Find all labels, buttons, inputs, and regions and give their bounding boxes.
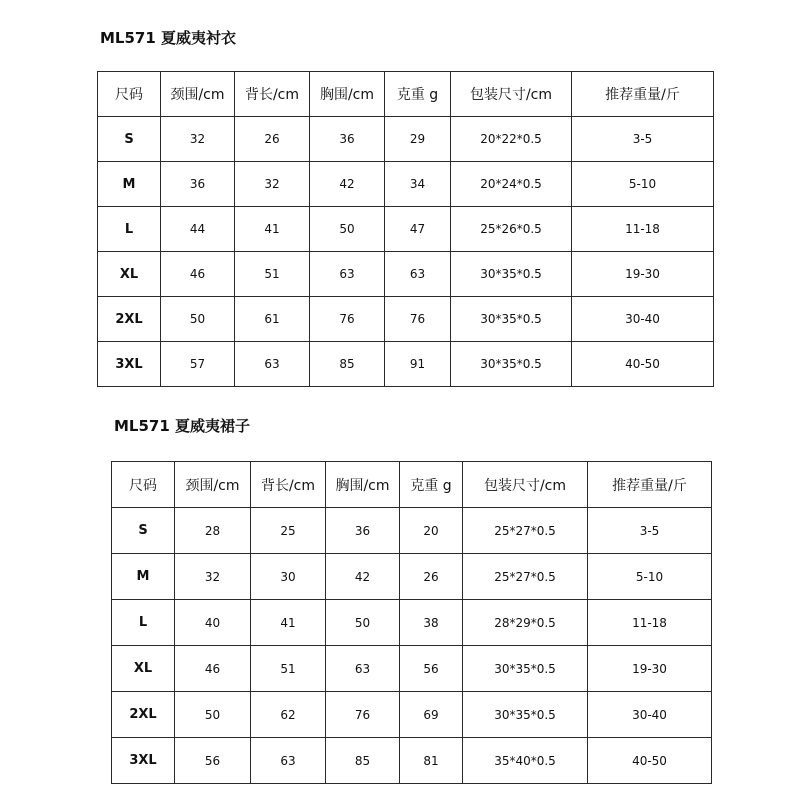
- cell-package-size: 28*29*0.5: [463, 600, 588, 646]
- table-row: [112, 646, 712, 692]
- cell-size: L: [112, 600, 175, 646]
- cell-neck: 28: [175, 508, 251, 554]
- cell-package-size: 20*24*0.5: [451, 162, 572, 207]
- cell-back-length: 41: [235, 207, 310, 252]
- cell-weight: 26: [400, 554, 463, 600]
- cell-size: 3XL: [112, 738, 175, 784]
- cell-chest: 85: [310, 342, 385, 387]
- cell-back-length: 63: [251, 738, 326, 784]
- cell-size: L: [98, 207, 161, 252]
- cell-size: XL: [112, 646, 175, 692]
- header-package-size: 包装尺寸/cm: [463, 462, 588, 508]
- cell-weight: 81: [400, 738, 463, 784]
- cell-weight: 29: [385, 117, 451, 162]
- table-row: [112, 508, 712, 554]
- cell-chest: 36: [310, 117, 385, 162]
- cell-back-length: 62: [251, 692, 326, 738]
- cell-weight: 20: [400, 508, 463, 554]
- cell-back-length: 61: [235, 297, 310, 342]
- cell-chest: 63: [310, 252, 385, 297]
- cell-neck: 36: [161, 162, 235, 207]
- header-back-length: 背长/cm: [251, 462, 326, 508]
- cell-neck: 56: [175, 738, 251, 784]
- shirt-table-title: ML571 夏威夷衬衣: [100, 29, 237, 47]
- cell-chest: 50: [326, 600, 400, 646]
- header-neck: 颈围/cm: [161, 72, 235, 117]
- cell-weight: 63: [385, 252, 451, 297]
- cell-recommended-weight: 3-5: [572, 117, 714, 162]
- cell-weight: 91: [385, 342, 451, 387]
- cell-recommended-weight: 5-10: [572, 162, 714, 207]
- table-row: [98, 297, 714, 342]
- cell-back-length: 41: [251, 600, 326, 646]
- cell-recommended-weight: 19-30: [588, 646, 712, 692]
- dress-size-table: [111, 461, 712, 784]
- cell-package-size: 25*26*0.5: [451, 207, 572, 252]
- cell-size: 2XL: [98, 297, 161, 342]
- cell-chest: 63: [326, 646, 400, 692]
- cell-weight: 76: [385, 297, 451, 342]
- table-row: [98, 342, 714, 387]
- dress-table-title: ML571 夏威夷裙子: [114, 417, 251, 435]
- cell-neck: 32: [161, 117, 235, 162]
- header-chest: 胸围/cm: [326, 462, 400, 508]
- cell-neck: 50: [175, 692, 251, 738]
- header-back-length: 背长/cm: [235, 72, 310, 117]
- header-weight: 克重 g: [400, 462, 463, 508]
- table-row: [98, 252, 714, 297]
- cell-package-size: 30*35*0.5: [463, 692, 588, 738]
- table-row: [112, 738, 712, 784]
- table-row: [112, 692, 712, 738]
- cell-back-length: 26: [235, 117, 310, 162]
- cell-neck: 32: [175, 554, 251, 600]
- cell-back-length: 32: [235, 162, 310, 207]
- cell-recommended-weight: 30-40: [588, 692, 712, 738]
- cell-size: 3XL: [98, 342, 161, 387]
- table-header-row: [98, 72, 714, 117]
- table-row: [98, 162, 714, 207]
- cell-size: S: [98, 117, 161, 162]
- cell-recommended-weight: 5-10: [588, 554, 712, 600]
- cell-chest: 36: [326, 508, 400, 554]
- cell-package-size: 25*27*0.5: [463, 554, 588, 600]
- table-header-row: [112, 462, 712, 508]
- cell-chest: 50: [310, 207, 385, 252]
- cell-back-length: 51: [251, 646, 326, 692]
- cell-recommended-weight: 30-40: [572, 297, 714, 342]
- cell-recommended-weight: 3-5: [588, 508, 712, 554]
- table-row: [112, 554, 712, 600]
- table-row: [112, 600, 712, 646]
- cell-weight: 34: [385, 162, 451, 207]
- cell-chest: 42: [326, 554, 400, 600]
- header-recommended-weight: 推荐重量/斤: [588, 462, 712, 508]
- cell-package-size: 30*35*0.5: [451, 297, 572, 342]
- cell-back-length: 25: [251, 508, 326, 554]
- cell-chest: 76: [310, 297, 385, 342]
- cell-recommended-weight: 19-30: [572, 252, 714, 297]
- header-weight: 克重 g: [385, 72, 451, 117]
- cell-back-length: 51: [235, 252, 310, 297]
- cell-package-size: 35*40*0.5: [463, 738, 588, 784]
- cell-size: M: [112, 554, 175, 600]
- cell-size: 2XL: [112, 692, 175, 738]
- cell-neck: 50: [161, 297, 235, 342]
- header-size: 尺码: [112, 462, 175, 508]
- header-neck: 颈围/cm: [175, 462, 251, 508]
- cell-neck: 40: [175, 600, 251, 646]
- header-size: 尺码: [98, 72, 161, 117]
- cell-package-size: 25*27*0.5: [463, 508, 588, 554]
- table-row: [98, 207, 714, 252]
- shirt-size-table: [97, 71, 714, 387]
- header-chest: 胸围/cm: [310, 72, 385, 117]
- cell-recommended-weight: 11-18: [572, 207, 714, 252]
- cell-package-size: 30*35*0.5: [463, 646, 588, 692]
- cell-recommended-weight: 11-18: [588, 600, 712, 646]
- table-row: [98, 117, 714, 162]
- cell-package-size: 30*35*0.5: [451, 252, 572, 297]
- cell-chest: 85: [326, 738, 400, 784]
- cell-package-size: 20*22*0.5: [451, 117, 572, 162]
- cell-recommended-weight: 40-50: [588, 738, 712, 784]
- cell-back-length: 63: [235, 342, 310, 387]
- header-package-size: 包装尺寸/cm: [451, 72, 572, 117]
- cell-recommended-weight: 40-50: [572, 342, 714, 387]
- cell-size: S: [112, 508, 175, 554]
- header-recommended-weight: 推荐重量/斤: [572, 72, 714, 117]
- cell-neck: 46: [175, 646, 251, 692]
- cell-size: M: [98, 162, 161, 207]
- cell-weight: 69: [400, 692, 463, 738]
- cell-weight: 56: [400, 646, 463, 692]
- cell-size: XL: [98, 252, 161, 297]
- cell-weight: 47: [385, 207, 451, 252]
- cell-chest: 42: [310, 162, 385, 207]
- cell-weight: 38: [400, 600, 463, 646]
- cell-package-size: 30*35*0.5: [451, 342, 572, 387]
- cell-neck: 44: [161, 207, 235, 252]
- cell-neck: 57: [161, 342, 235, 387]
- cell-back-length: 30: [251, 554, 326, 600]
- cell-chest: 76: [326, 692, 400, 738]
- cell-neck: 46: [161, 252, 235, 297]
